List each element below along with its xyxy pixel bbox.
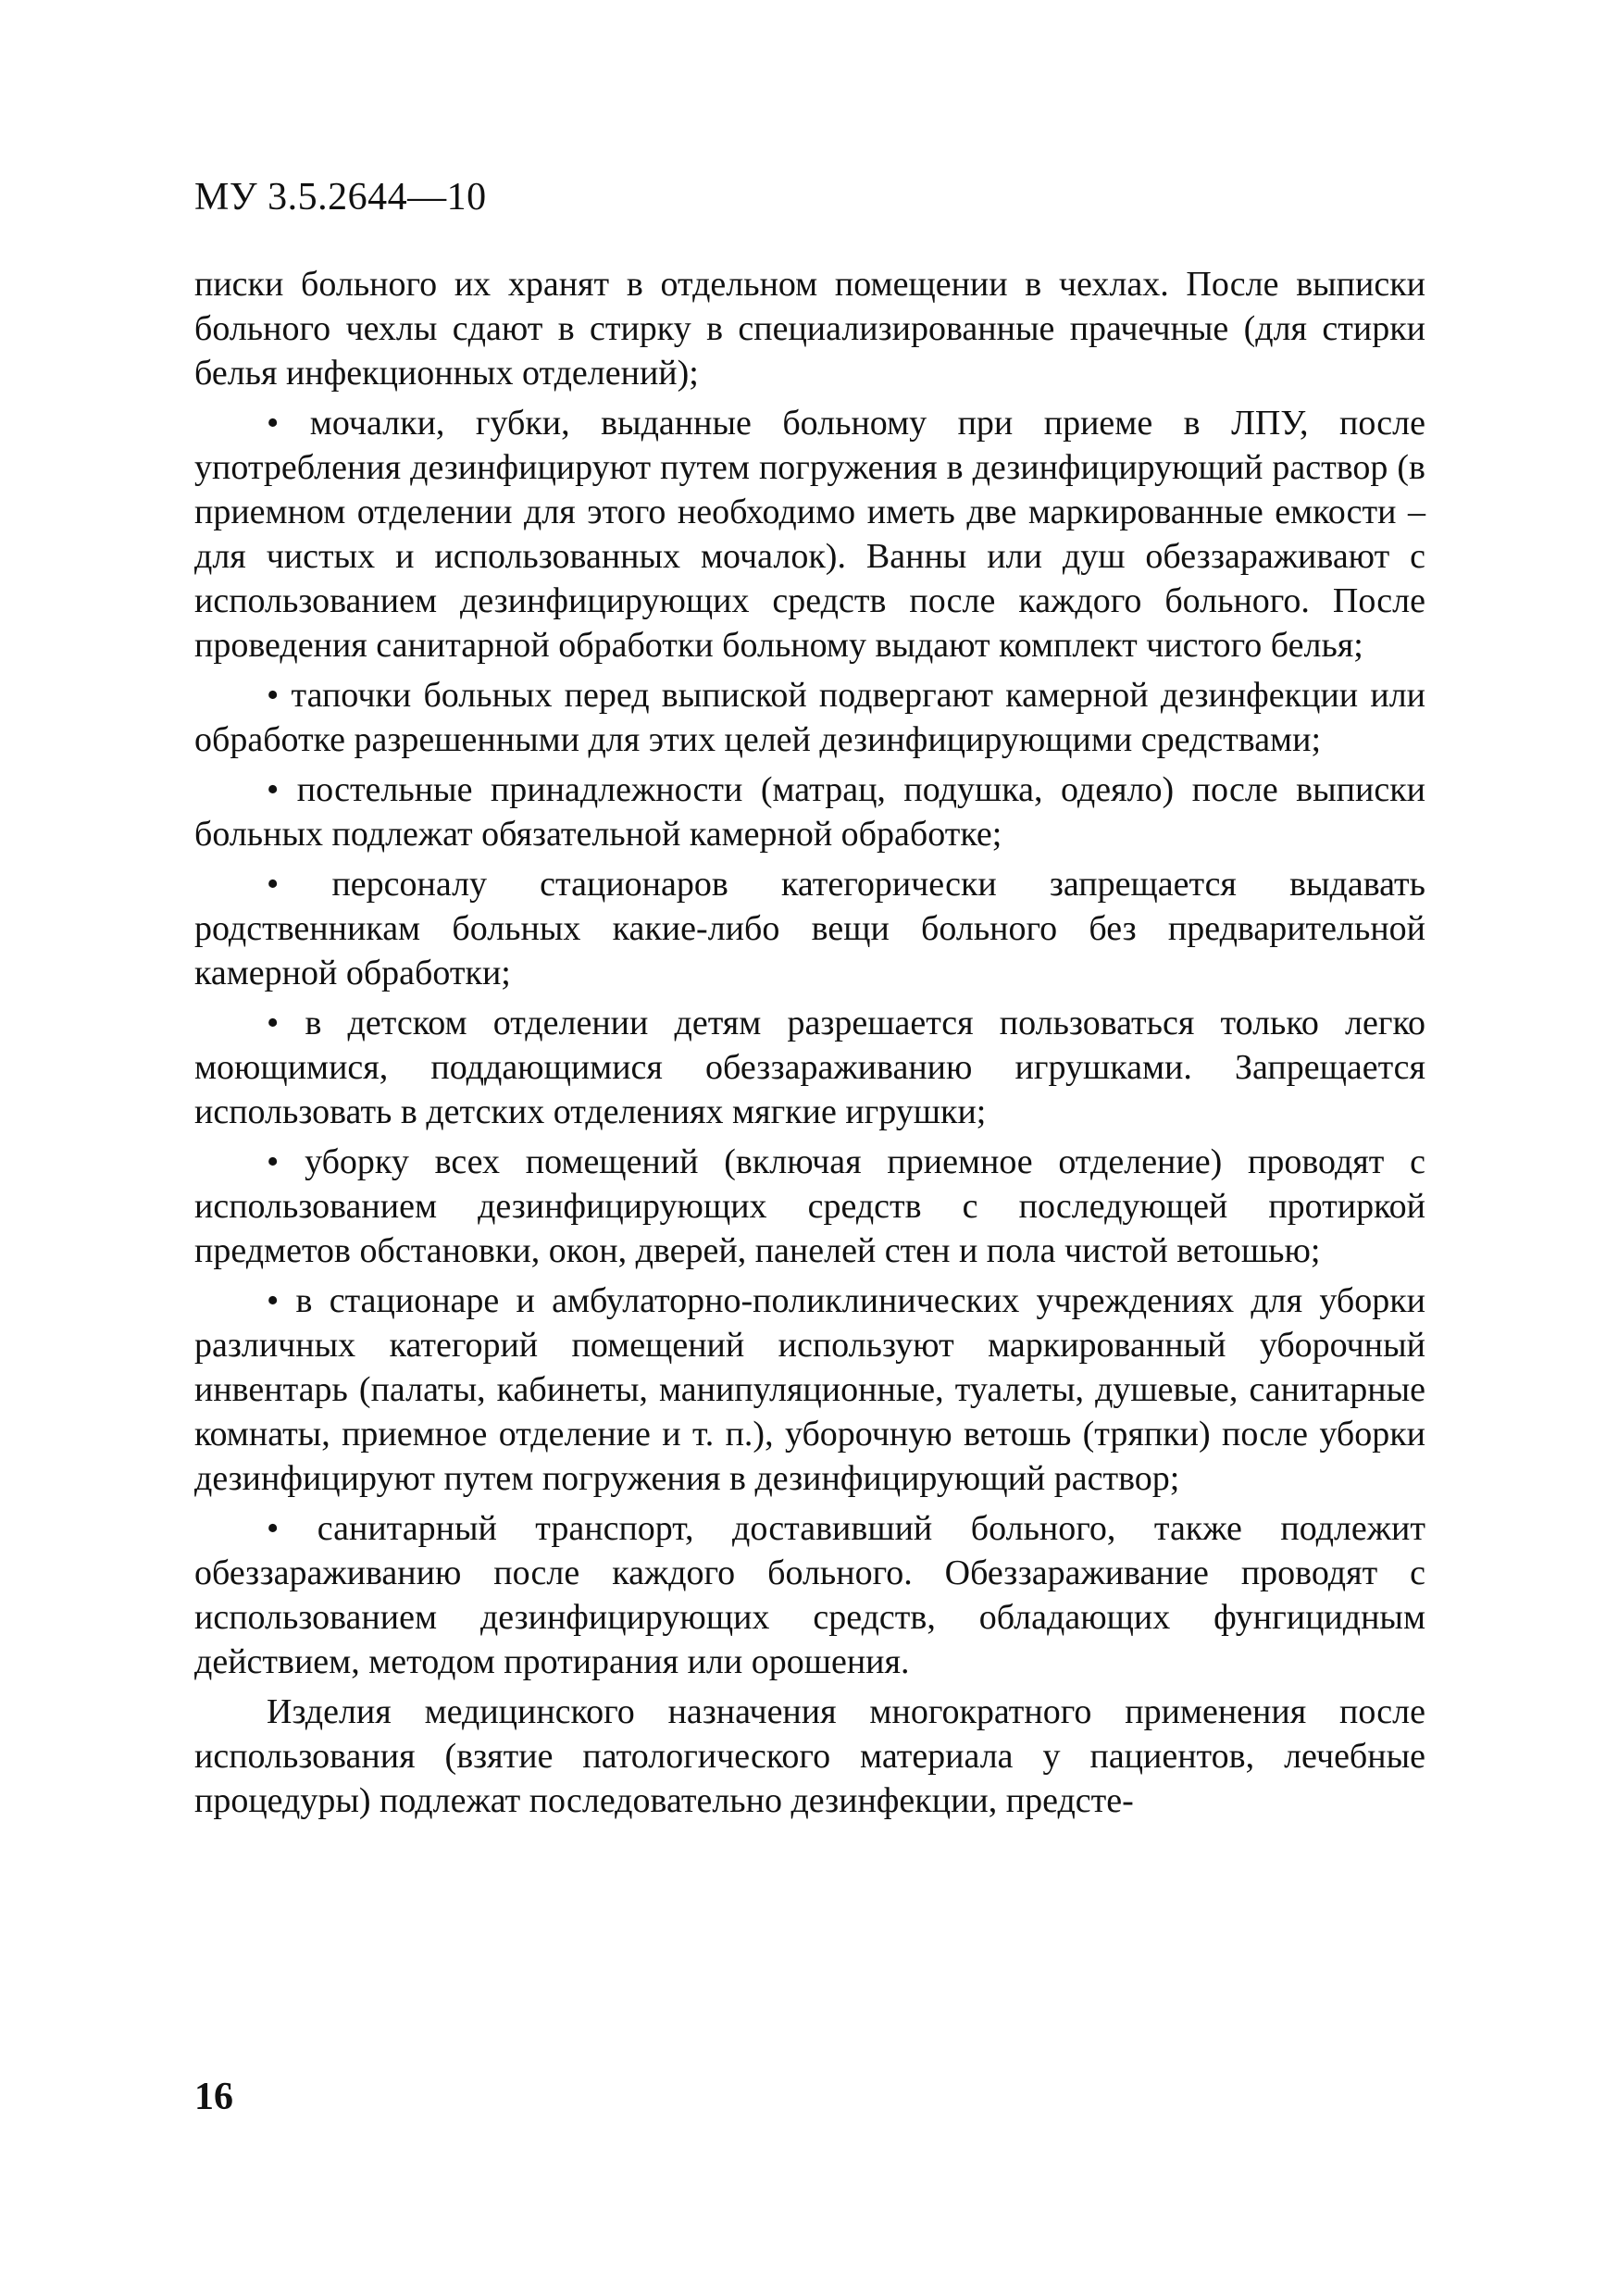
list-item-sponges: • мочалки, губки, выданные больному при приеме в ЛПУ, после употребления дезинфицируют путем погружения в дезинфицирующий раствор (в приемном отделении для этого необходимо иметь две маркированные емкости – для чистых и использованных мочалок). Ванны или душ обеззараживают с использованием дезинфицирующих средств после каждого больного. После проведения санитарной обработки больному выдают комплект чистого белья;: [194, 404, 1425, 665]
list-item-personnel: • персоналу стационаров категорически запрещается выдавать родственникам больных какие-либо вещи больного без предварительной камерной обработки;: [194, 865, 1425, 992]
paragraph-medical-devices: Изделия медицинского назначения многократного применения после использования (взятие патологического материала у пациентов, лечебные процедуры) подлежат последовательно дезинфекции, предсте-: [194, 1692, 1425, 1820]
document-code-header: МУ 3.5.2644—10: [194, 176, 487, 218]
list-item-bedding: • постельные принадлежности (матрац, подушка, одеяло) после выписки больных подлежат обязательной камерной обработке;: [194, 770, 1425, 854]
page-number: 16: [194, 2076, 233, 2118]
document-body: [194, 262, 1425, 1828]
list-item-toys: • в детском отделении детям разрешается пользоваться только легко моющимися, поддающимися обеззараживанию игрушками. Запрещается использовать в детских отделениях мягкие игрушки;: [194, 1004, 1425, 1131]
list-item-inventory: • в стационаре и амбулаторно-поликлинических учреждениях для уборки различных категорий помещений используют маркированный уборочный инвентарь (палаты, кабинеты, манипуляционные, туалеты, душевые, санитарные комнаты, приемное отделение и т. п.), уборочную ветошь (тряпки) после уборки дезинфицируют путем погружения в дезинфицирующий раствор;: [194, 1281, 1425, 1498]
paragraph-continuation: писки больного их хранят в отдельном помещении в чехлах. После выписки больного чехлы сдают в стирку в специализированные прачечные (для стирки белья инфекционных отделений);: [194, 265, 1425, 393]
list-item-slippers: • тапочки больных перед выпиской подвергают камерной дезинфекции или обработке разрешенными для этих целей дезинфицирующими средствами;: [194, 676, 1425, 759]
list-item-cleaning: • уборку всех помещений (включая приемное отделение) проводят с использованием дезинфицирующих средств с последующей протиркой предметов обстановки, окон, дверей, панелей стен и пола чистой ветошью;: [194, 1142, 1425, 1270]
list-item-transport: • санитарный транспорт, доставивший больного, также подлежит обеззараживанию после каждого больного. Обеззараживание проводят с использованием дезинфицирующих средств, обладающих фунгицидным действием, методом протирания или орошения.: [194, 1509, 1425, 1681]
